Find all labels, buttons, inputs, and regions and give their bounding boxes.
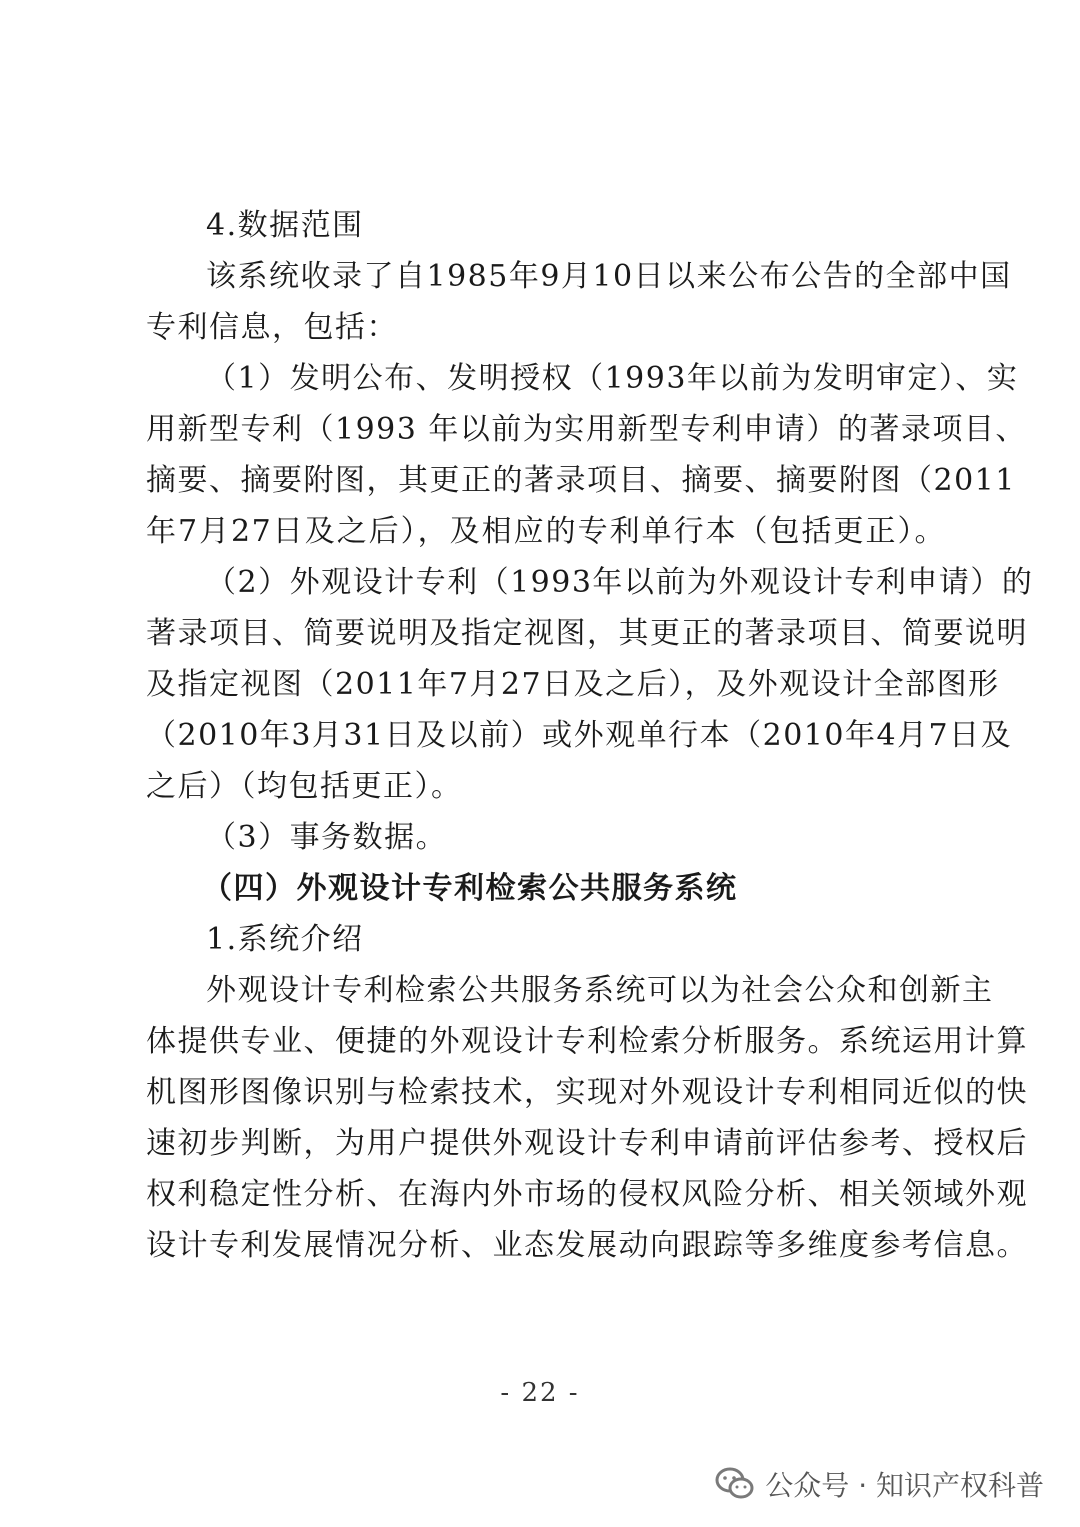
text-line: （2）外观设计专利（1993年以前为外观设计专利申请）的 [206, 565, 1034, 600]
page-number: - 22 - [500, 1378, 580, 1408]
text-line: 机图形图像识别与检索技术，实现对外观设计专利相同近似的快 [146, 1075, 1028, 1110]
text-line: 该系统收录了自1985年9月10日以来公布公告的全部中国 [206, 259, 1012, 294]
text-line: （1）发明公布、发明授权（1993年以前为发明审定）、实 [206, 361, 1019, 396]
text-line: （2010年3月31日及以前）或外观单行本（2010年4月7日及 [146, 718, 1013, 753]
text-line: 设计专利发展情况分析、业态发展动向跟踪等多维度参考信息。 [146, 1228, 1028, 1263]
text-line: 1.系统介绍 [206, 922, 364, 957]
text-line: 速初步判断，为用户提供外观设计专利申请前评估参考、授权后 [146, 1126, 1028, 1161]
text-line: 体提供专业、便捷的外观设计专利检索分析服务。系统运用计算 [146, 1024, 1028, 1059]
section-heading: （四）外观设计专利检索公共服务系统 [202, 871, 738, 906]
wechat-watermark [715, 1462, 1044, 1506]
text-line: 年7月27日及之后），及相应的专利单行本（包括更正）。 [146, 514, 946, 549]
text-line: 4.数据范围 [206, 208, 364, 243]
text-line: 及指定视图（2011年7月27日及之后），及外观设计全部图形 [146, 667, 1000, 702]
text-line: 之后）（均包括更正）。 [146, 769, 463, 804]
text-line: 权利稳定性分析、在海内外市场的侵权风险分析、相关领域外观 [146, 1177, 1028, 1212]
text-line: 用新型专利（1993 年以前为实用新型专利申请）的著录项目、 [146, 412, 1027, 447]
text-line: 著录项目、简要说明及指定视图，其更正的著录项目、简要说明 [146, 616, 1028, 651]
text-line: （3）事务数据。 [206, 820, 448, 855]
text-line: 专利信息，包括： [146, 310, 398, 345]
text-line: 外观设计专利检索公共服务系统可以为社会公众和创新主 [206, 973, 994, 1008]
wechat-icon [715, 1467, 755, 1501]
text-line: 摘要、摘要附图，其更正的著录项目、摘要、摘要附图（2011 [146, 463, 1016, 498]
document-body [146, 200, 1034, 1271]
watermark-text: 公众号 · 知识产权科普 [765, 1469, 1044, 1502]
